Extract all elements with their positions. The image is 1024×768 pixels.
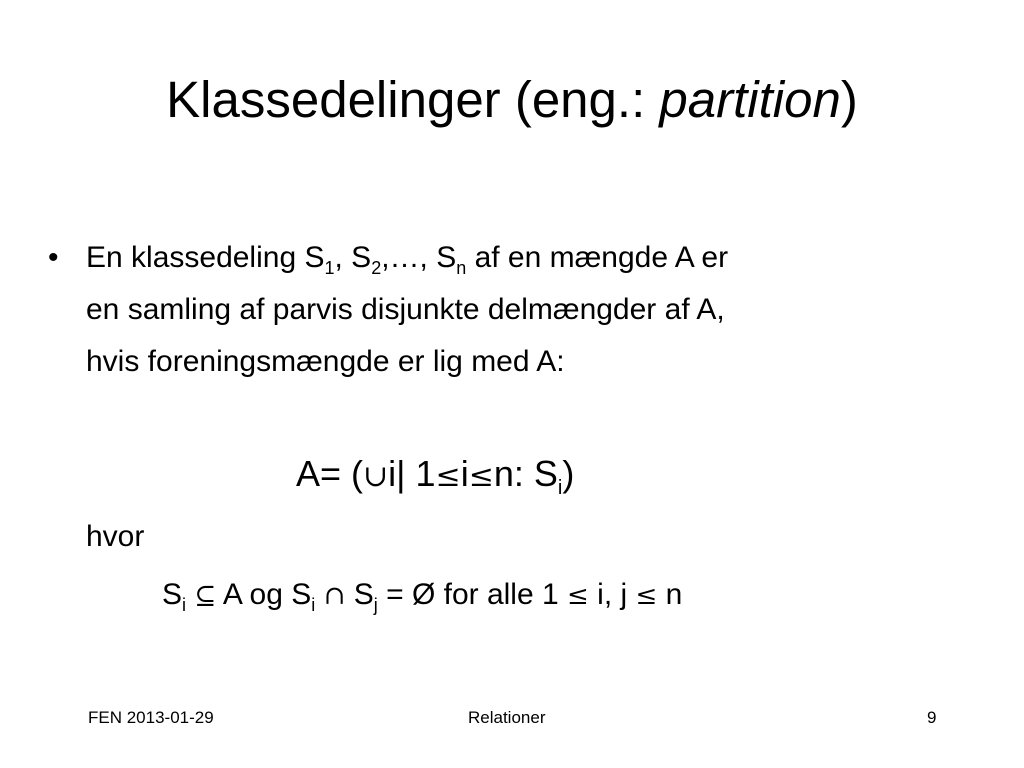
subscript: i <box>311 595 316 615</box>
title-close: ) <box>840 71 858 128</box>
subscript: 1 <box>324 258 335 278</box>
footer-page-number: 9 <box>927 708 937 727</box>
intersection-symbol: ∩ <box>323 581 346 611</box>
text-segment: n <box>657 578 683 611</box>
partition-condition <box>162 572 682 619</box>
bullet-line-3: hvis foreningsmængde er lig med A: <box>86 345 565 378</box>
bullet-icon: • <box>48 241 59 274</box>
text-segment: = Ø for alle 1 <box>377 578 568 611</box>
le-symbol: ≤ <box>468 459 494 494</box>
subscript: 2 <box>371 258 382 278</box>
hvor-label: hvor <box>86 520 145 553</box>
bullet-item <box>48 232 978 388</box>
text-segment: En klassedeling S <box>86 241 325 274</box>
le-symbol: ≤ <box>567 581 589 611</box>
subscript: i <box>557 477 563 499</box>
bullet-line-2: en samling af parvis disjunkte delmængder af A, <box>86 293 725 326</box>
text-segment: A og S <box>216 578 312 611</box>
title-main: Klassedelinger (eng.: <box>166 71 660 128</box>
text-segment: S <box>162 578 183 611</box>
subscript: i <box>182 595 187 615</box>
text-segment: af en mængde A er <box>466 241 729 274</box>
bullet-text <box>86 232 978 388</box>
text-segment: , S <box>334 241 372 274</box>
subscript: j <box>373 595 378 615</box>
title-italic: partition <box>659 71 841 128</box>
text-segment: ) <box>562 453 575 494</box>
slide-title <box>0 68 1024 132</box>
text-segment: ,…, S <box>381 241 457 274</box>
text-segment: i <box>460 453 469 494</box>
le-symbol: ≤ <box>435 459 461 494</box>
le-symbol: ≤ <box>635 581 658 611</box>
text-segment: n: S <box>493 453 558 494</box>
union-formula <box>296 448 574 503</box>
union-symbol: ∪ <box>363 459 389 494</box>
text-segment: i, j <box>588 578 636 611</box>
text-segment: A= ( <box>296 453 364 494</box>
text-segment: S <box>345 578 374 611</box>
bullet-line-1 <box>86 232 978 284</box>
text-segment: i| 1 <box>388 453 436 494</box>
subset-symbol: ⊆ <box>194 581 217 611</box>
subscript: n <box>456 258 467 278</box>
footer-author-date: FEN 2013-01-29 <box>88 708 214 727</box>
footer-topic: Relationer <box>468 708 546 727</box>
